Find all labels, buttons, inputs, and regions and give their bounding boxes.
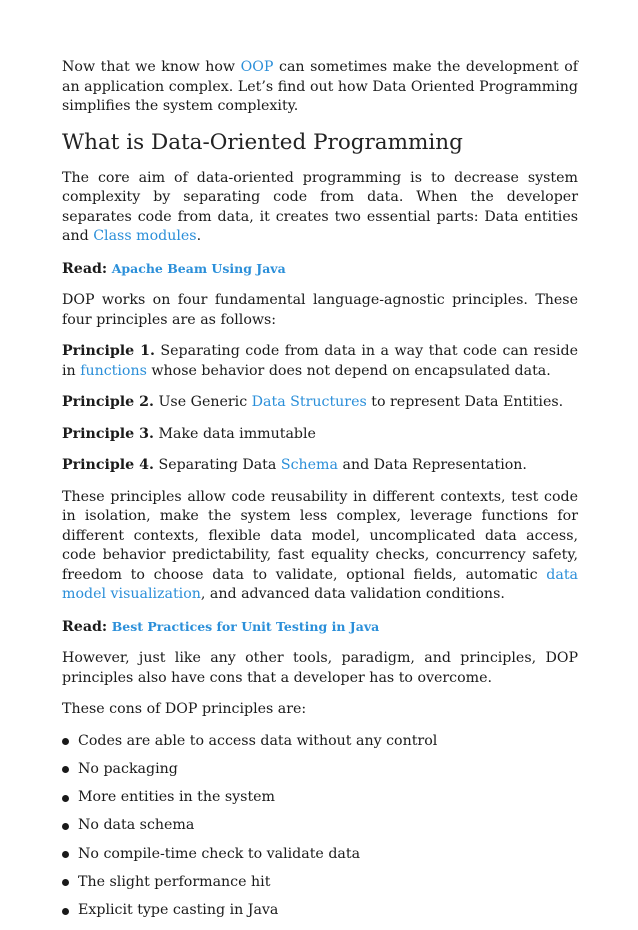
principle-4-text: Separating Data [153,457,281,473]
cons-list [62,732,578,921]
principle-3-label: Principle 3. [62,425,154,442]
list-item-text: More entities in the system [78,789,276,806]
list-item-text: No data schema [78,817,195,834]
principle-4-label: Principle 4. [62,457,154,473]
list-item-text: No packaging [78,760,178,777]
list-item [62,816,578,836]
intro-text-before: Now that we know how [62,59,241,75]
list-item [62,873,578,893]
intro-paragraph [62,58,578,117]
list-item-text: No compile-time check to validate data [78,845,361,862]
principle-1-label: Principle 1. [62,343,155,359]
principle-3-text: Make data immutable [153,425,316,442]
section-heading: What is Data-Oriented Programming [62,129,463,155]
data-model-visualization-link[interactable]: data model visualization [62,566,578,602]
read-unit-testing [62,617,578,638]
functions-link[interactable]: functions [80,362,147,379]
principle-2 [62,393,578,413]
oop-link[interactable]: OOP [240,59,274,75]
bullet-icon [62,738,69,745]
benefits-text: These principles allow code reusability in different contexts, test code in isolation, make the system less complex, leverage functions for different contexts, flexible data model, uncomplicated data access, code behavior predictability, fast equality checks, concurrency safety, freedom to choose data to validate, optional fields, automatic [62,488,578,583]
list-item [62,732,578,752]
principle-4-end: and Data Representation. [337,457,527,473]
bullet-icon [62,908,69,915]
core-aim-paragraph [62,169,578,247]
principle-1 [62,342,578,381]
schema-link[interactable]: Schema [280,457,338,473]
document-page [62,58,578,930]
principle-2-end: to represent Data Entities. [366,394,564,410]
unit-testing-link[interactable]: Best Practices for Unit Testing in Java [111,618,380,634]
core-aim-text: The core aim of data-oriented programming is to decrease system complexity by separating code from data. When the developer separates code from data, it creates two essential parts: Data entities and [62,169,578,244]
bullet-icon [62,795,69,802]
read-label: Read: [62,260,108,277]
dop-works-paragraph: DOP works on four fundamental language-agnostic principles. These four principles are as follows: [62,292,578,328]
read-label: Read: [62,618,108,635]
list-item [62,788,578,808]
bullet-icon [62,851,69,858]
bullet-icon [62,879,69,886]
list-item-text: The slight performance hit [78,873,271,890]
list-item [62,901,578,921]
principle-2-label: Principle 2. [62,394,154,410]
list-item-text: Explicit type casting in Java [78,902,279,919]
core-aim-end: . [196,228,202,244]
principle-2-text: Use Generic [153,394,252,410]
intro-text-after: can sometimes make the development of an application complex. Let’s find out how Data Oriented Programming simplifies the system complexity. [62,59,579,114]
principle-1-end: whose behavior does not depend on encapsulated data. [146,362,551,379]
however-paragraph: However, just like any other tools, paradigm, and principles, DOP principles also have cons that a developer has to overcome. [62,650,578,686]
list-item [62,760,578,780]
bullet-icon [62,766,69,773]
cons-intro: These cons of DOP principles are: [62,701,307,717]
principle-4 [62,456,578,476]
read-apache-beam [62,259,578,280]
class-modules-link[interactable]: Class modules [93,228,197,244]
principle-3 [62,425,578,445]
list-item-text: Codes are able to access data without any control [78,732,438,749]
principle-1-text: Separating code from data in a way that code can reside in [62,343,578,379]
list-item [62,845,578,865]
benefits-paragraph [62,488,578,605]
apache-beam-link[interactable]: Apache Beam Using Java [111,260,286,276]
benefits-end: , and advanced data validation conditions. [200,586,505,602]
bullet-icon [62,823,69,830]
data-structures-link[interactable]: Data Structures [251,394,367,410]
